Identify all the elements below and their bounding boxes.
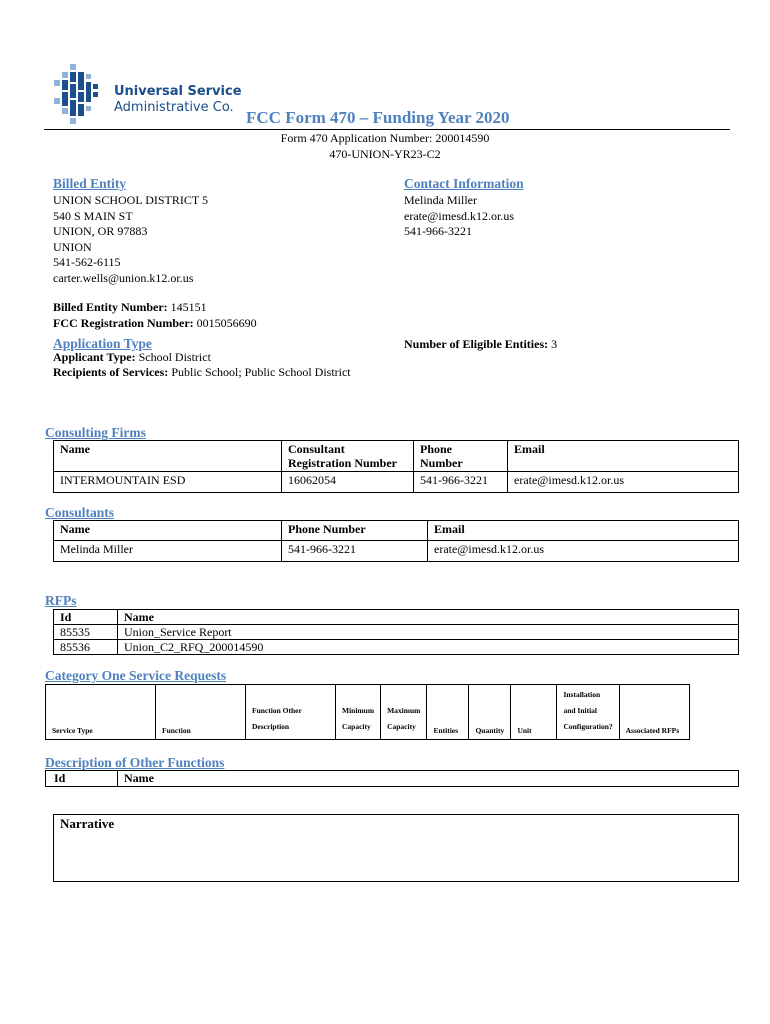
billed-entity-line: 540 S MAIN ST [53,208,133,223]
contact-phone: 541-966-3221 [404,224,472,238]
cell-rfp-name: Union_C2_RFQ_200014590 [118,640,739,655]
cell-registration-number: 16062054 [282,472,414,493]
column-header-name: Name [118,610,739,625]
table-header-row [46,771,739,787]
other-functions-table [45,770,739,787]
table-row [54,541,739,562]
cell-rfp-id: 85535 [54,625,118,640]
application-number: Form 470 Application Number: 200014590 [280,131,490,145]
logo-line-1: Universal Service [114,84,242,99]
usac-logo [50,62,250,128]
column-header-phone-number: Phone Number [414,441,508,472]
table-header-row [46,685,690,740]
contact-email: erate@imesd.k12.or.us [404,208,515,223]
narrative-box [53,814,739,882]
applicant-type-value: School District [138,350,211,364]
contact-heading: Contact Information [404,176,524,191]
page-title: FCC Form 470 – Funding Year 2020 [246,108,510,127]
billed-entity-number [53,300,207,316]
cell-rfp-name: Union_Service Report [118,625,739,640]
applicant-type [53,350,211,366]
cell-phone: 541-966-3221 [414,472,508,493]
consulting-firms-heading: Consulting Firms [45,425,146,440]
column-header-unit: Unit [511,685,557,740]
cell-phone: 541-966-3221 [282,541,428,562]
billed-entity-number-value: 145151 [170,300,207,314]
column-header-name: Name [54,521,282,541]
table-header-row [54,521,739,541]
recipients-value: Public School; Public School District [171,365,351,379]
cell-email: erate@imesd.k12.or.us [428,541,739,562]
cell-name: INTERMOUNTAIN ESD [54,472,282,493]
fcc-registration-number [53,316,257,332]
column-header-installation: Installation and Initial Configuration? [557,685,619,740]
billed-entity-heading: Billed Entity [53,176,127,191]
column-header-maximum-capacity: Maximum Capacity [381,685,427,740]
recipients-of-services [53,365,351,381]
category-one-heading: Category One Service Requests [45,668,227,683]
contact-name: Melinda Miller [404,193,477,207]
contact-details [404,193,514,240]
eligible-entities-label: Number of Eligible Entities: [404,337,549,351]
application-nickname: 470-UNION-YR23-C2 [329,147,441,161]
narrative-label: Narrative [60,816,115,831]
fcc-registration-label: FCC Registration Number: [53,316,194,330]
cell-rfp-id: 85536 [54,640,118,655]
billed-entity-line: UNION [53,239,92,254]
cell-email: erate@imesd.k12.or.us [508,472,739,493]
column-header-function: Function [156,685,246,740]
billed-entity-line: 541-562-6115 [53,255,121,269]
eligible-entities-value: 3 [551,337,558,351]
column-header-function-other-description: Function Other Description [246,685,336,740]
column-header-entities: Entities [427,685,469,740]
column-header-consultant-registration-number: Consultant Registration Number [282,441,414,472]
consulting-firms-table [53,440,739,493]
rfps-table [53,609,739,655]
table-row [54,640,739,655]
column-header-id: Id [54,610,118,625]
column-header-phone-number: Phone Number [282,521,428,541]
billed-entity-number-label: Billed Entity Number: [53,300,168,314]
billed-entity-address [53,193,208,286]
usac-logo-mark-icon [50,62,112,128]
title-rule [44,129,730,130]
eligible-entities [404,337,557,353]
column-header-quantity: Quantity [469,685,511,740]
table-row [54,625,739,640]
logo-line-2: Administrative Co. [114,100,234,115]
category-one-table [45,684,690,740]
column-header-name: Name [54,441,282,472]
billed-entity-email: carter.wells@union.k12.or.us [53,270,194,285]
consultants-table [53,520,739,562]
recipients-label: Recipients of Services: [53,365,169,379]
column-header-associated-rfps: Associated RFPs [619,685,689,740]
column-header-service-type: Service Type [46,685,156,740]
column-header-name: Name [118,771,739,787]
column-header-minimum-capacity: Minimum Capacity [336,685,381,740]
table-header-row [54,610,739,625]
applicant-type-label: Applicant Type: [53,350,136,364]
table-row [54,472,739,493]
fcc-registration-value: 0015056690 [196,316,257,330]
column-header-id: Id [46,771,118,787]
table-header-row [54,441,739,472]
column-header-email: Email [428,521,739,541]
cell-name: Melinda Miller [54,541,282,562]
consultants-heading: Consultants [45,505,115,520]
billed-entity-line: UNION SCHOOL DISTRICT 5 [53,193,209,207]
application-type-heading: Application Type [53,336,152,351]
rfps-heading: RFPs [45,593,77,608]
column-header-email: Email [508,441,739,472]
billed-entity-line: UNION, OR 97883 [53,224,148,238]
other-functions-heading: Description of Other Functions [45,755,225,770]
